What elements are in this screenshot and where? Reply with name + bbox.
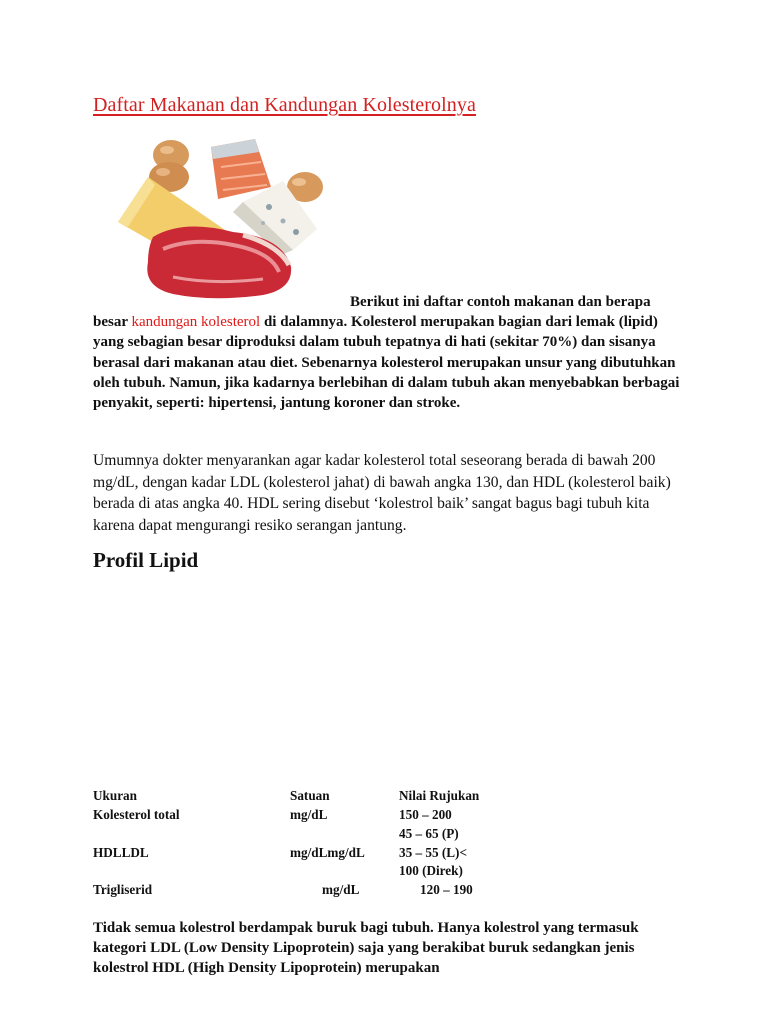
row-nilai: 120 – 190 (420, 882, 473, 897)
intro-text-start: Berikut ini daftar contoh makanan dan berapa besar (93, 294, 651, 331)
row-satuan: mg/dL (290, 807, 328, 822)
intro-text-end: di dalamnya. Kolesterol merupakan bagian dari lemak (lipid) yang sebagian besar diproduksi dalam tubuh tepatnya di hati (sekitar 70%) dan sisanya berasal dari makanan atau diet. Sebenarnya kolesterol merupakan unsur yang dibutuhkan oleh tubuh. Namun, jika kadarnya berlebihan di dalam tubuh akan menyebabkan berbagai penyakit, seperti: hipertensi, jantung koroner dan stroke. (93, 314, 680, 412)
food-photo (93, 137, 349, 307)
row-ukuran: Trigliserid (93, 882, 153, 897)
row-nilai: 100 (Direk) (399, 863, 463, 878)
row-nilai: 35 – 55 (L)< (399, 845, 467, 860)
header-nilai-rujukan: Nilai Rujukan (399, 788, 480, 803)
row-ukuran: HDLLDL (93, 845, 149, 860)
header-satuan: Satuan (290, 788, 330, 803)
row-nilai: 45 – 65 (P) (399, 826, 459, 841)
closing-paragraph: Tidak semua kolestrol berdampak buruk bagi tubuh. Hanya kolestrol yang termasuk kategori LDL (Low Density Lipoprotein) saja yang berakibat buruk sedangkan jenis kolestrol HDL (High Density Lipoprotein) merupakan (93, 920, 639, 977)
article-title: Daftar Makanan dan Kandungan Kolesterolnya (93, 94, 476, 116)
intro-paragraph (93, 292, 683, 413)
section-heading: Profil Lipid (93, 548, 199, 572)
header-ukuran: Ukuran (93, 788, 137, 803)
recommendation-paragraph: Umumnya dokter menyarankan agar kadar kolesterol total seseorang berada di bawah 200 mg/dL, dengan kadar LDL (kolesterol jahat) di bawah angka 130, dan HDL (kolesterol baik) berada di atas angka 40. HDL sering disebut ‘kolestrol baik’ sangat bagus bagi tubuh kita karena dapat mengurangi resiko serangan jantung. (93, 452, 671, 534)
row-satuan: mg/dLmg/dL (290, 845, 365, 860)
row-satuan: mg/dL (322, 882, 360, 897)
row-ukuran: Kolesterol total (93, 807, 180, 822)
kolesterol-link[interactable]: kandungan kolesterol (131, 314, 261, 331)
row-nilai: 150 – 200 (399, 807, 452, 822)
